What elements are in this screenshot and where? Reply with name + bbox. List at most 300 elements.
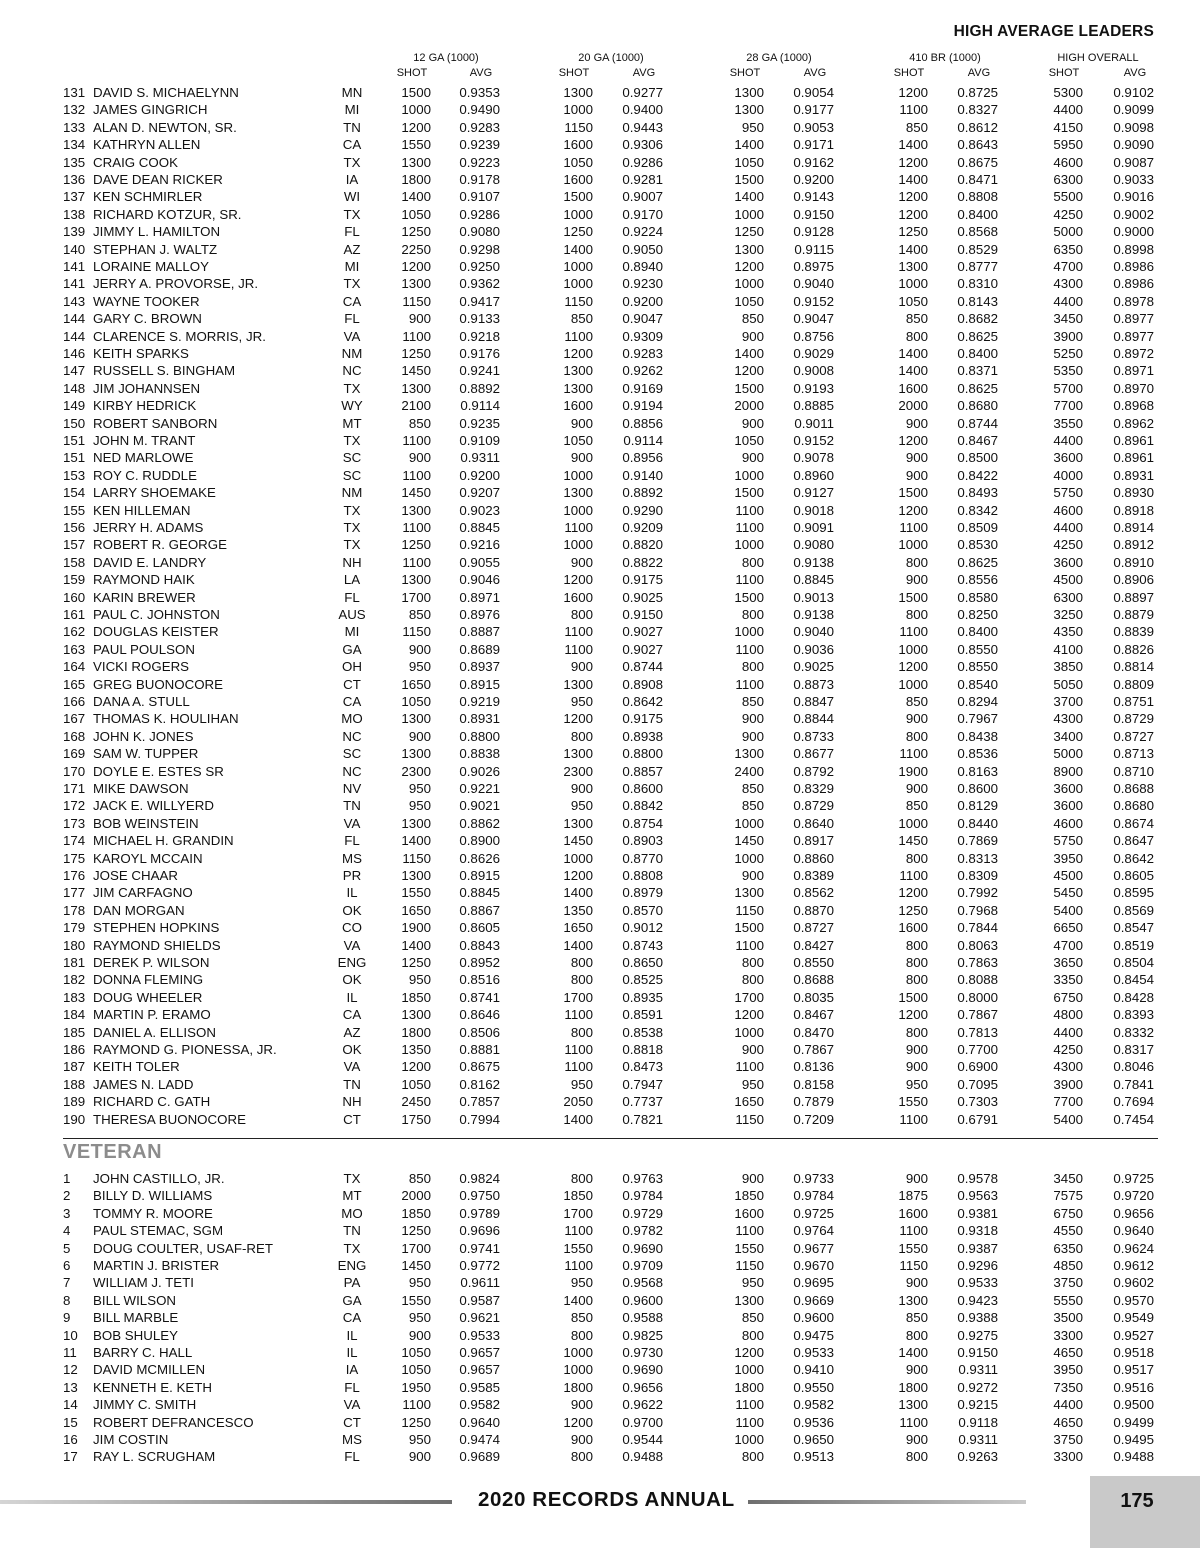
- avg-cell: 0.8438: [957, 728, 998, 744]
- avg-cell: 0.8516: [459, 972, 500, 988]
- avg-cell: 0.8826: [1113, 641, 1154, 657]
- avg-cell: 0.8713: [1113, 746, 1154, 762]
- avg-cell: 0.9218: [459, 328, 500, 344]
- avg-cell: 0.9578: [957, 1171, 998, 1186]
- table-row: [0, 536, 1200, 553]
- avg-cell: 0.7209: [793, 1111, 834, 1127]
- shooter-name-cell: RICHARD C. GATH: [93, 1094, 211, 1110]
- avg-cell: 0.8506: [459, 1024, 500, 1040]
- state-cell: TX: [343, 537, 361, 553]
- avg-cell: 0.9725: [1113, 1171, 1154, 1186]
- avg-cell: 0.8674: [1113, 815, 1154, 831]
- shot-cell: 6300: [1053, 589, 1083, 605]
- avg-cell: 0.9150: [793, 206, 834, 222]
- shot-cell: 2300: [401, 763, 431, 779]
- table-row: [0, 328, 1200, 345]
- shot-cell: 1850: [401, 989, 431, 1005]
- shooter-name-cell: DANIEL A. ELLISON: [93, 1024, 216, 1040]
- avg-cell: 0.8847: [793, 694, 834, 709]
- avg-cell: 0.8677: [793, 746, 834, 762]
- table-row: [0, 241, 1200, 258]
- avg-cell: 0.9582: [459, 1397, 500, 1413]
- shot-cell: 850: [905, 694, 928, 709]
- avg-cell: 0.9527: [1113, 1327, 1154, 1343]
- shot-cell: 1200: [734, 363, 764, 379]
- table-row: [0, 1396, 1200, 1413]
- avg-cell: 0.9690: [622, 1362, 663, 1378]
- table-row: [0, 467, 1200, 484]
- shot-cell: 850: [408, 1171, 431, 1186]
- avg-cell: 0.8977: [1113, 311, 1154, 327]
- shot-cell: 4700: [1053, 937, 1083, 953]
- shot-cell: 800: [905, 972, 928, 988]
- shooter-name-cell: ROY C. RUDDLE: [93, 467, 197, 483]
- shooter-name-cell: DOUG COULTER, USAF-RET: [93, 1240, 274, 1256]
- shooter-name-cell: RICHARD KOTZUR, SR.: [93, 206, 242, 222]
- avg-cell: 0.8931: [1113, 467, 1154, 483]
- avg-cell: 0.8978: [1113, 293, 1154, 309]
- avg-cell: 0.8910: [1113, 554, 1154, 570]
- shot-cell: 900: [741, 868, 764, 883]
- shooter-name-cell: PAUL POULSON: [93, 641, 195, 657]
- avg-cell: 0.8857: [622, 763, 663, 779]
- shot-cell: 7575: [1053, 1188, 1083, 1204]
- shooter-name-cell: KEN SCHMIRLER: [93, 189, 203, 205]
- avg-cell: 0.9152: [793, 433, 834, 448]
- shot-cell: 950: [741, 1076, 764, 1092]
- shot-cell: 1400: [401, 937, 431, 953]
- shot-cell: 2300: [563, 763, 593, 779]
- shot-cell: 1300: [563, 380, 593, 396]
- shot-cell: 1600: [734, 1205, 764, 1221]
- avg-cell: 0.9353: [459, 85, 500, 100]
- shooter-name-cell: KATHRYN ALLEN: [93, 137, 201, 153]
- avg-cell: 0.8743: [622, 937, 663, 953]
- state-cell: MS: [342, 850, 362, 866]
- avg-cell: 0.9443: [622, 119, 663, 135]
- shot-cell: 2000: [734, 398, 764, 414]
- avg-cell: 0.8035: [793, 989, 834, 1005]
- shot-cell: 1300: [401, 276, 431, 292]
- avg-cell: 0.9262: [622, 363, 663, 379]
- shooter-name-cell: PAUL STEMAC, SGM: [93, 1223, 224, 1239]
- shot-cell: 1100: [402, 328, 431, 344]
- table-row: [0, 397, 1200, 414]
- shot-cell: 1050: [401, 1345, 431, 1360]
- avg-cell: 0.9763: [622, 1171, 663, 1186]
- page-number: 175: [1120, 1490, 1154, 1512]
- avg-cell: 0.9002: [1113, 206, 1154, 222]
- state-cell: TN: [343, 1223, 361, 1239]
- shot-cell: 3950: [1053, 1362, 1083, 1378]
- rank-cell: 144: [63, 311, 86, 327]
- shot-cell: 900: [408, 311, 431, 327]
- shooter-name-cell: JERRY A. PROVORSE, JR.: [93, 276, 259, 292]
- avg-cell: 0.8642: [1113, 850, 1154, 866]
- shot-cell: 1000: [734, 850, 764, 866]
- avg-cell: 0.8725: [957, 85, 998, 100]
- avg-cell: 0.8968: [1113, 398, 1154, 414]
- shot-cell: 950: [570, 798, 593, 814]
- shot-cell: 1150: [564, 293, 593, 309]
- avg-cell: 0.9500: [1113, 1397, 1154, 1413]
- avg-cell: 0.8940: [622, 259, 663, 274]
- shot-cell: 1100: [402, 1397, 431, 1413]
- avg-cell: 0.7967: [957, 711, 998, 727]
- state-cell: MI: [344, 102, 360, 118]
- avg-cell: 0.9133: [459, 311, 500, 327]
- state-cell: MT: [342, 415, 362, 431]
- state-cell: PR: [342, 868, 362, 883]
- avg-cell: 0.9138: [793, 554, 834, 570]
- avg-cell: 0.8675: [459, 1059, 500, 1075]
- shot-cell: 1400: [898, 137, 928, 153]
- avg-cell: 0.9025: [793, 659, 834, 675]
- avg-cell: 0.8930: [1113, 485, 1154, 501]
- shot-cell: 5950: [1053, 137, 1083, 153]
- shooter-name-cell: WILLIAM J. TETI: [93, 1275, 194, 1291]
- shot-cell: 1500: [734, 380, 764, 396]
- shot-cell: 950: [741, 119, 764, 135]
- shooter-name-cell: JIM CARFAGNO: [93, 885, 193, 901]
- avg-cell: 0.9650: [793, 1432, 834, 1447]
- avg-cell: 0.9720: [1113, 1188, 1154, 1204]
- rank-cell: 171: [63, 781, 86, 796]
- shot-cell: 1100: [899, 746, 928, 762]
- avg-cell: 0.8979: [622, 885, 663, 901]
- avg-cell: 0.9318: [957, 1223, 998, 1239]
- table-row: [0, 815, 1200, 832]
- shot-cell: 950: [570, 694, 593, 709]
- shot-cell: 1150: [735, 1111, 764, 1127]
- avg-cell: 0.7947: [622, 1076, 663, 1092]
- rank-cell: 131: [63, 85, 86, 100]
- shooter-name-cell: STEPHEN HOPKINS: [93, 920, 220, 936]
- shot-cell: 1400: [898, 172, 928, 187]
- avg-cell: 0.9036: [793, 641, 834, 657]
- shot-cell: 850: [741, 311, 764, 327]
- table-row: [0, 415, 1200, 432]
- state-cell: FL: [344, 589, 360, 605]
- table-row: [0, 989, 1200, 1006]
- avg-cell: 0.8729: [1113, 711, 1154, 727]
- shooter-name-cell: RUSSELL S. BINGHAM: [93, 363, 236, 379]
- rank-cell: 137: [63, 189, 86, 205]
- shot-cell: 850: [408, 415, 431, 431]
- shot-cell: 1200: [563, 711, 593, 727]
- avg-cell: 0.8595: [1113, 885, 1154, 901]
- avg-cell: 0.9311: [958, 1362, 998, 1378]
- table-row: [0, 223, 1200, 240]
- avg-cell: 0.9474: [459, 1432, 500, 1447]
- table-row: [0, 780, 1200, 797]
- shot-cell: 1650: [734, 1094, 764, 1110]
- shot-cell: 1050: [401, 206, 431, 222]
- avg-cell: 0.8689: [459, 641, 500, 657]
- avg-cell: 0.8986: [1113, 259, 1154, 274]
- avg-cell: 0.9695: [793, 1275, 834, 1291]
- shot-cell: 3250: [1053, 607, 1083, 622]
- avg-cell: 0.8844: [793, 711, 834, 727]
- avg-cell: 0.9194: [622, 398, 663, 414]
- avg-cell: 0.9040: [793, 624, 834, 640]
- shot-cell: 1400: [563, 1111, 593, 1127]
- avg-cell: 0.9709: [622, 1258, 663, 1273]
- state-cell: TN: [343, 1076, 361, 1092]
- footer-title: 2020 RECORDS ANNUAL: [478, 1488, 735, 1511]
- avg-cell: 0.9381: [957, 1205, 998, 1221]
- rank-cell: 133: [63, 119, 86, 135]
- shot-cell: 900: [905, 467, 928, 483]
- avg-cell: 0.9150: [957, 1345, 998, 1360]
- table-row: [0, 1024, 1200, 1041]
- avg-cell: 0.8892: [459, 380, 500, 396]
- shot-cell: 2050: [563, 1094, 593, 1110]
- shot-cell: 4500: [1053, 572, 1083, 588]
- shooter-name-cell: JOHN CASTILLO, JR.: [93, 1171, 225, 1186]
- shot-cell: 1300: [898, 259, 928, 274]
- shooter-name-cell: JIM COSTIN: [93, 1432, 169, 1447]
- shot-cell: 800: [570, 728, 593, 744]
- avg-cell: 0.8547: [1113, 920, 1154, 936]
- avg-cell: 0.8744: [957, 415, 998, 431]
- shot-cell: 1550: [401, 1292, 431, 1308]
- rank-cell: 16: [63, 1432, 78, 1447]
- avg-cell: 0.6900: [957, 1059, 998, 1075]
- table-row: [0, 954, 1200, 971]
- avg-cell: 0.9513: [793, 1449, 834, 1465]
- rank-cell: 154: [63, 485, 86, 501]
- shot-cell: 1100: [564, 1042, 593, 1057]
- shooter-name-cell: BOB SHULEY: [93, 1327, 178, 1343]
- avg-cell: 0.8906: [1113, 572, 1154, 588]
- shot-cell: 4600: [1053, 502, 1083, 518]
- shot-cell: 1400: [898, 1345, 928, 1360]
- avg-cell: 0.8393: [1113, 1007, 1154, 1023]
- avg-cell: 0.8976: [459, 607, 500, 622]
- avg-cell: 0.9362: [459, 276, 500, 292]
- state-cell: OK: [342, 972, 362, 988]
- rank-cell: 9: [63, 1310, 71, 1326]
- avg-cell: 0.9306: [622, 137, 663, 153]
- avg-cell: 0.7841: [1113, 1076, 1154, 1092]
- table-row: [0, 710, 1200, 727]
- avg-cell: 0.8754: [622, 815, 663, 831]
- rank-cell: 140: [63, 241, 86, 257]
- shot-cell: 900: [905, 1362, 928, 1378]
- shot-cell: 800: [570, 1171, 593, 1186]
- shot-cell: 800: [570, 972, 593, 988]
- shot-cell: 850: [741, 1310, 764, 1326]
- avg-cell: 0.9127: [793, 485, 834, 501]
- avg-cell: 0.8756: [793, 328, 834, 344]
- avg-cell: 0.9696: [459, 1223, 500, 1239]
- avg-cell: 0.9549: [1113, 1310, 1154, 1326]
- shot-column-header: SHOT: [729, 67, 761, 79]
- rank-cell: 12: [63, 1362, 78, 1378]
- rank-cell: 186: [63, 1042, 86, 1057]
- shot-cell: 1600: [563, 589, 593, 605]
- shot-cell: 1500: [734, 172, 764, 187]
- state-cell: VA: [343, 328, 361, 344]
- avg-cell: 0.8536: [957, 746, 998, 762]
- shot-cell: 1850: [734, 1188, 764, 1204]
- shot-cell: 850: [741, 798, 764, 814]
- shot-cell: 1000: [734, 1432, 764, 1447]
- table-row: [0, 1041, 1200, 1058]
- state-cell: NC: [342, 763, 362, 779]
- column-group-header: 28 GA (1000): [746, 52, 812, 64]
- avg-cell: 0.9209: [622, 520, 663, 535]
- shot-cell: 3500: [1053, 1310, 1083, 1326]
- shooter-name-cell: ROBERT SANBORN: [93, 415, 218, 431]
- shot-cell: 1000: [563, 276, 593, 292]
- shot-cell: 1500: [898, 589, 928, 605]
- avg-cell: 0.9026: [459, 763, 500, 779]
- state-cell: AZ: [343, 1024, 361, 1040]
- avg-cell: 0.8605: [1113, 868, 1154, 883]
- avg-cell: 0.8977: [1113, 328, 1154, 344]
- shot-cell: 4400: [1053, 520, 1083, 535]
- avg-cell: 0.9281: [622, 172, 663, 187]
- shot-cell: 3700: [1053, 694, 1083, 709]
- avg-cell: 0.8625: [957, 380, 998, 396]
- shot-cell: 5450: [1053, 885, 1083, 901]
- avg-cell: 0.9825: [622, 1327, 663, 1343]
- shot-cell: 1100: [735, 937, 764, 953]
- avg-cell: 0.8822: [622, 554, 663, 570]
- avg-cell: 0.9725: [793, 1205, 834, 1221]
- shot-cell: 1300: [563, 85, 593, 100]
- shot-cell: 800: [570, 1449, 593, 1465]
- shot-cell: 1300: [563, 746, 593, 762]
- avg-cell: 0.9410: [793, 1362, 834, 1378]
- shot-cell: 1200: [898, 502, 928, 518]
- shot-cell: 1300: [734, 746, 764, 762]
- shooter-name-cell: VICKI ROGERS: [93, 659, 190, 675]
- avg-cell: 0.9789: [459, 1205, 500, 1221]
- shot-cell: 2000: [898, 398, 928, 414]
- avg-cell: 0.8892: [622, 485, 663, 501]
- state-cell: CA: [342, 1310, 362, 1326]
- avg-cell: 0.9550: [793, 1379, 834, 1395]
- shot-cell: 1300: [401, 711, 431, 727]
- avg-cell: 0.9563: [957, 1188, 998, 1204]
- state-cell: TX: [343, 1240, 361, 1256]
- avg-cell: 0.8680: [1113, 798, 1154, 814]
- avg-cell: 0.9219: [459, 694, 500, 709]
- avg-cell: 0.8550: [957, 659, 998, 675]
- avg-cell: 0.8580: [957, 589, 998, 605]
- shot-cell: 800: [570, 607, 593, 622]
- rank-cell: 4: [63, 1223, 71, 1239]
- table-row: [0, 432, 1200, 449]
- shot-cell: 1400: [734, 137, 764, 153]
- shot-cell: 1100: [564, 1258, 593, 1273]
- avg-cell: 0.9516: [1113, 1379, 1154, 1395]
- shot-cell: 1300: [401, 502, 431, 518]
- shot-cell: 1250: [401, 224, 431, 240]
- shooter-name-cell: JIM JOHANNSEN: [93, 380, 201, 396]
- avg-cell: 0.8162: [459, 1076, 500, 1092]
- shot-cell: 850: [741, 694, 764, 709]
- avg-cell: 0.8820: [622, 537, 663, 553]
- avg-cell: 0.9417: [459, 293, 500, 309]
- shot-cell: 800: [741, 659, 764, 675]
- avg-cell: 0.8900: [459, 833, 500, 849]
- avg-cell: 0.9622: [622, 1397, 663, 1413]
- shot-cell: 3750: [1053, 1275, 1083, 1291]
- table-row: [0, 188, 1200, 205]
- shot-cell: 4850: [1053, 1258, 1083, 1273]
- avg-cell: 0.9200: [622, 293, 663, 309]
- shooter-name-cell: MARTIN J. BRISTER: [93, 1258, 220, 1273]
- state-cell: CA: [342, 293, 362, 309]
- shot-cell: 1300: [563, 815, 593, 831]
- rank-cell: 173: [63, 815, 86, 831]
- shot-cell: 1300: [563, 676, 593, 692]
- avg-cell: 0.8310: [957, 276, 998, 292]
- avg-cell: 0.9012: [622, 920, 663, 936]
- shot-cell: 4400: [1053, 433, 1083, 448]
- table-row: [0, 1076, 1200, 1093]
- shot-cell: 1400: [734, 346, 764, 361]
- shot-cell: 900: [905, 1432, 928, 1447]
- shooter-name-cell: DAVID S. MICHAELYNN: [93, 85, 239, 100]
- table-row: [0, 606, 1200, 623]
- shot-cell: 1250: [898, 902, 928, 918]
- avg-cell: 0.8733: [793, 728, 834, 744]
- avg-cell: 0.8729: [793, 798, 834, 814]
- shot-cell: 1700: [563, 989, 593, 1005]
- avg-cell: 0.9090: [1113, 137, 1154, 153]
- avg-cell: 0.7867: [793, 1042, 834, 1057]
- shot-cell: 900: [741, 711, 764, 727]
- avg-cell: 0.8467: [793, 1007, 834, 1023]
- avg-cell: 0.9152: [793, 293, 834, 309]
- shot-cell: 1000: [734, 624, 764, 640]
- avg-cell: 0.9298: [459, 241, 500, 257]
- table-row: [0, 1240, 1200, 1257]
- avg-cell: 0.8682: [957, 311, 998, 327]
- shot-cell: 5050: [1053, 676, 1083, 692]
- avg-cell: 0.8971: [459, 589, 500, 605]
- avg-cell: 0.9054: [793, 85, 834, 100]
- table-row: [0, 449, 1200, 466]
- avg-cell: 0.8952: [459, 955, 500, 970]
- shot-cell: 3750: [1053, 1432, 1083, 1447]
- shot-cell: 4000: [1053, 467, 1083, 483]
- shot-cell: 1100: [735, 1397, 764, 1413]
- shot-cell: 1250: [734, 224, 764, 240]
- shot-cell: 1000: [734, 1024, 764, 1040]
- avg-cell: 0.8454: [1113, 972, 1154, 988]
- avg-cell: 0.8294: [957, 694, 998, 709]
- rank-cell: 144: [63, 328, 86, 344]
- shot-cell: 1550: [563, 1240, 593, 1256]
- avg-cell: 0.8591: [622, 1007, 663, 1023]
- avg-cell: 0.9272: [957, 1379, 998, 1395]
- shot-cell: 1100: [735, 520, 764, 535]
- shot-cell: 1000: [898, 815, 928, 831]
- shot-cell: 850: [741, 781, 764, 796]
- avg-cell: 0.8529: [957, 241, 998, 257]
- rank-cell: 134: [63, 137, 86, 153]
- avg-cell: 0.8887: [459, 624, 500, 640]
- state-cell: GA: [342, 1292, 362, 1308]
- shooter-name-cell: MARTIN P. ERAMO: [93, 1007, 211, 1023]
- table-row: [0, 1111, 1200, 1128]
